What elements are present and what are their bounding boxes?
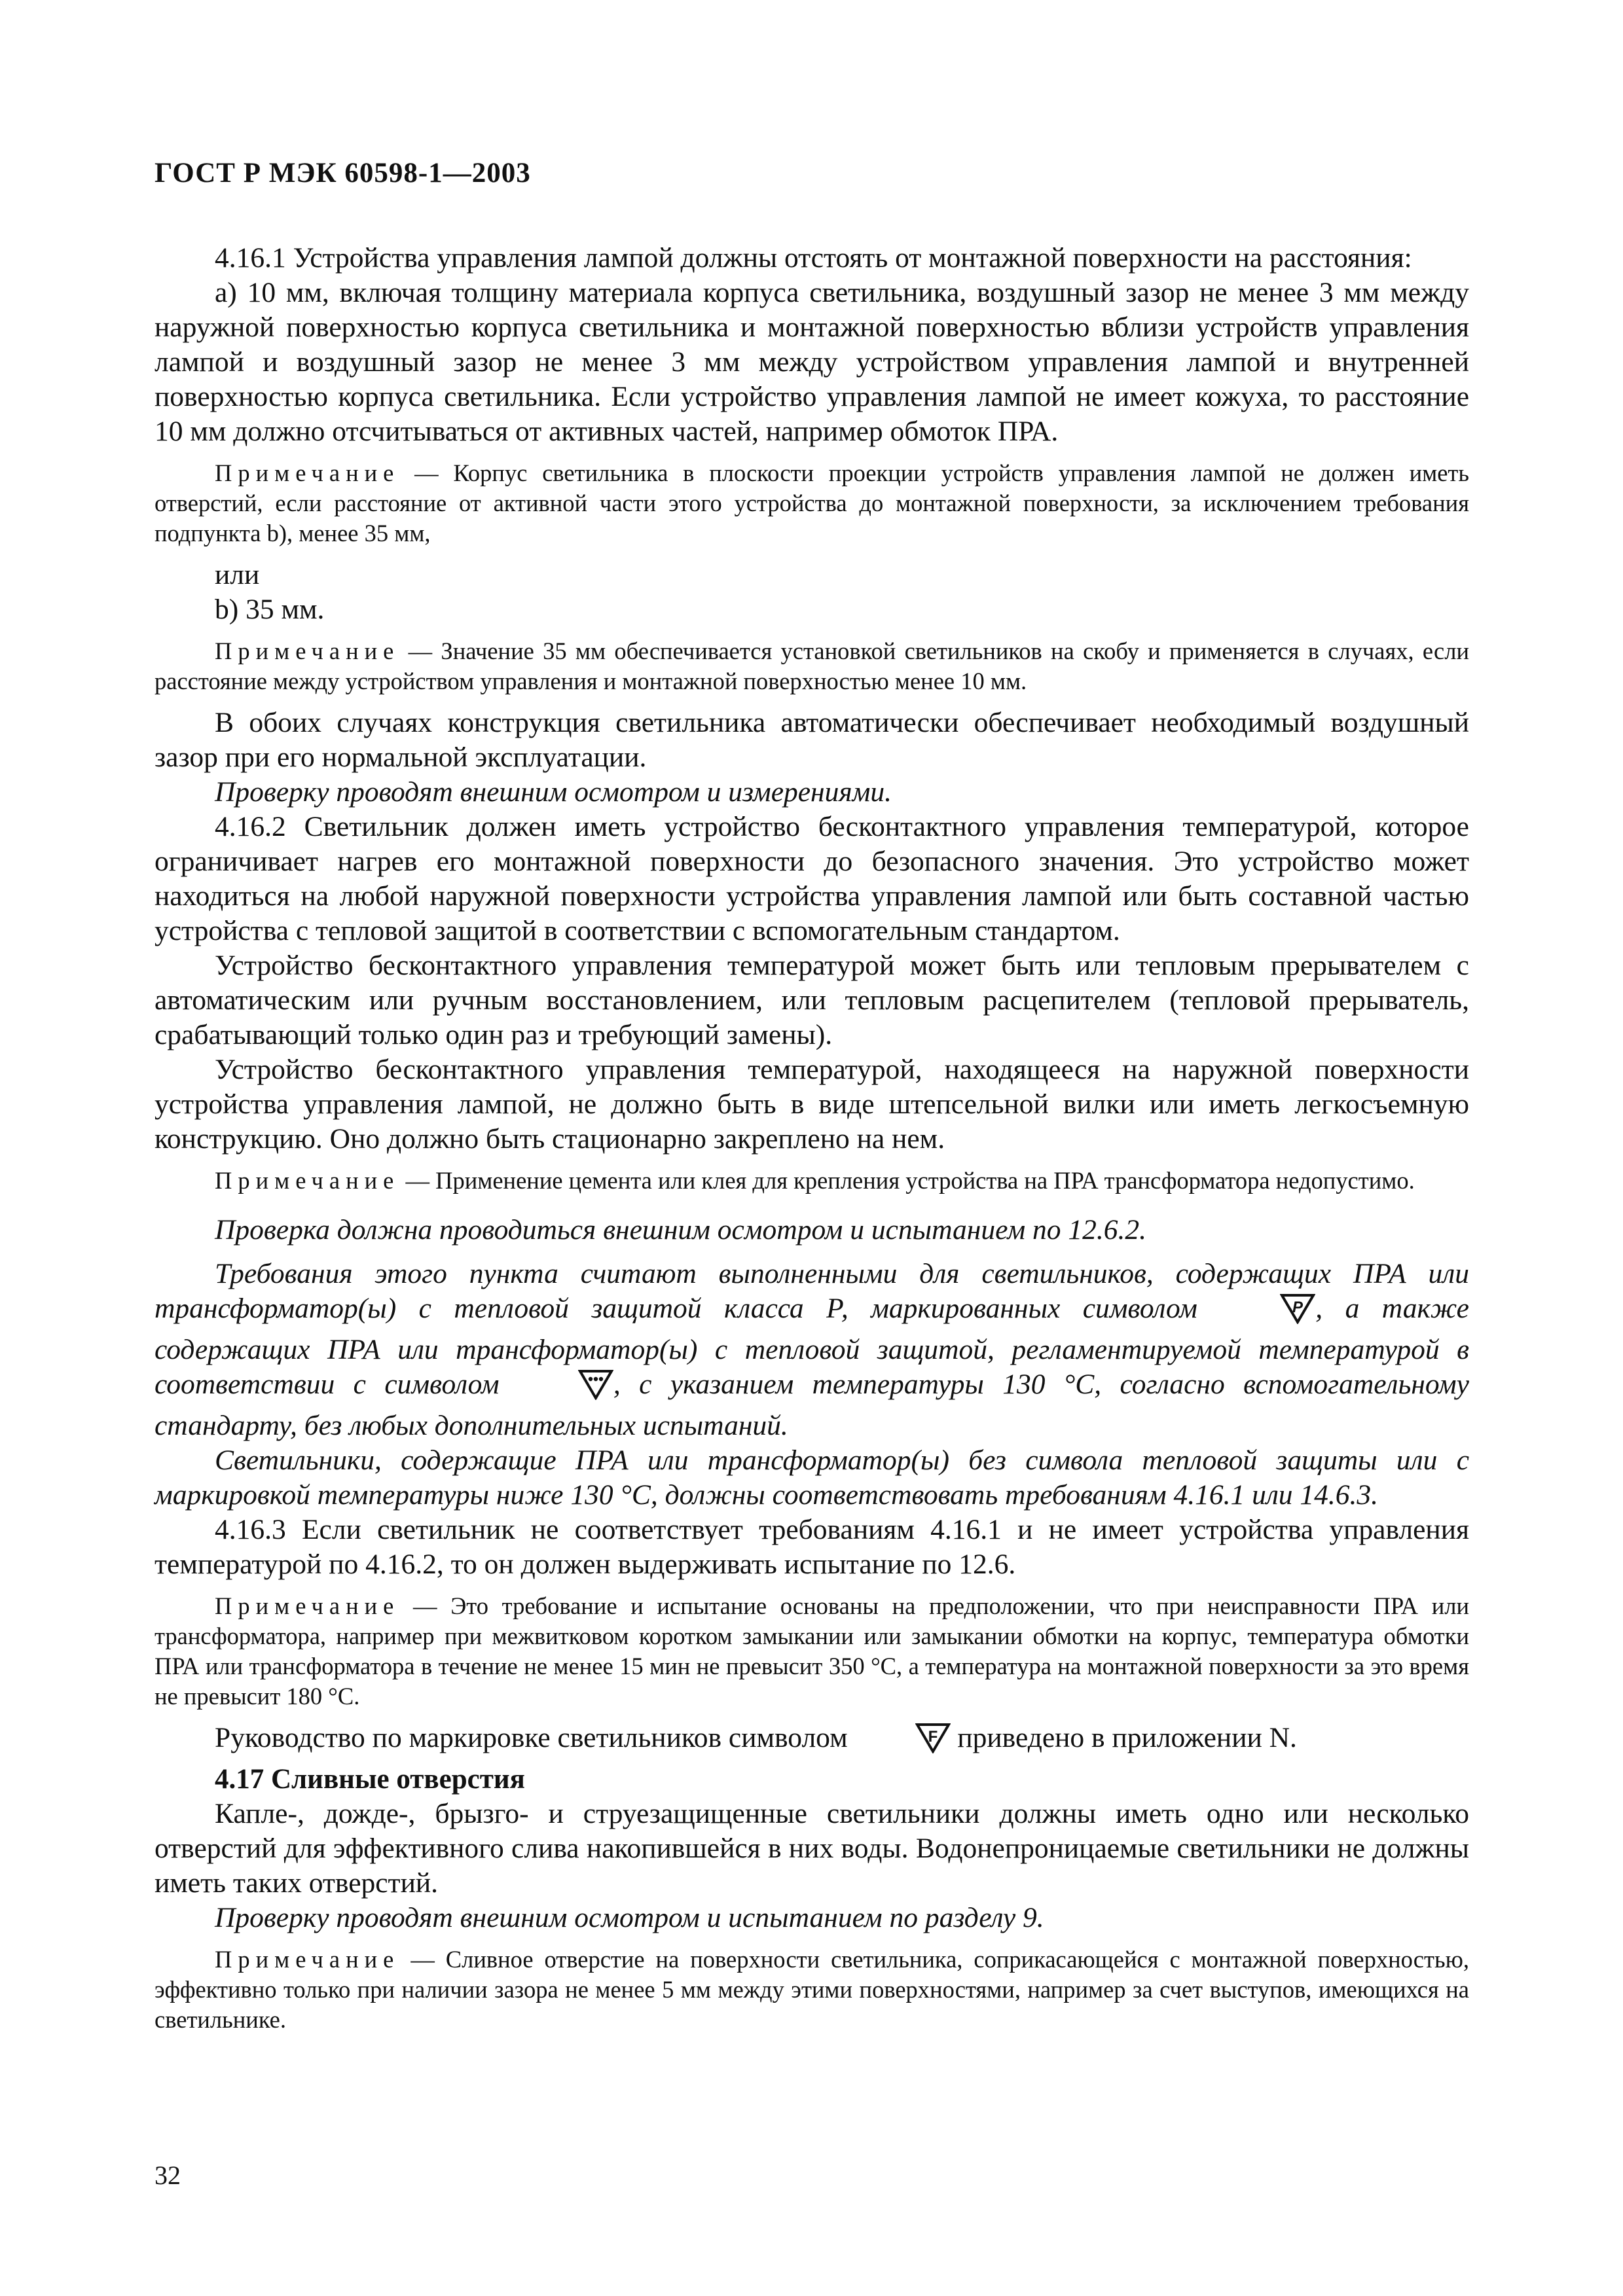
note-1-text: — Корпус светильника в плоскости проекции устройств управления лампой не должен иметь отверстий, если расстояние от активной части этого устройства до монтажной поверхности, за исключением требования подпункта b), менее 35 мм,: [155, 459, 1469, 547]
section-heading-4-17: 4.17 Сливные отверстия: [215, 1764, 525, 1795]
f-symbol-icon: [855, 1722, 951, 1762]
paragraph-item-a: а) 10 мм, включая толщину материала корпуса светильника, воздушный зазор не менее 3 мм между наружной поверхностью корпуса светильника и монтажной поверхностью вблизи устройств управления лампой и воздушный зазор не менее 3 мм между устройством управления лампой и внутренней поверхностью корпуса светильника. Если устройство управления лампой не имеет кожуха, то расстояние 10 мм должно отсчитываться от активных частей, например обмоток ПРА.: [155, 277, 1469, 447]
temperature-rated-symbol-icon: [518, 1369, 613, 1408]
paragraph-marking-guide: Руководство по маркировке светильников символом F приведено в приложении N.: [155, 1721, 1469, 1762]
check-statement-1: Проверку проводят внешним осмотром и измерениями.: [215, 776, 892, 808]
note-4-text: — Это требование и испытание основаны на предположении, что при неисправности ПРА или трансформатора, например при межвитковом коротком замыкании или замыкании обмотки на корпус, температура обмотки ПРА или трансформатора в течение не менее 15 мин не превысит 350 °С, а температура на монтажной поверхности за это время не превысит 180 °С.: [155, 1592, 1469, 1710]
paragraph-luminaires-without-symbol: Светильники, содержащие ПРА или трансформатор(ы) без символа тепловой защиты или с маркировкой температуры ниже 130 °С, должны соответствовать требованиям 4.16.1 или 14.6.3.: [155, 1444, 1469, 1511]
document-body: [155, 241, 1469, 2035]
note-label: Примечание: [215, 1167, 400, 1194]
note-5: [155, 1945, 1469, 2035]
document-header: ГОСТ Р МЭК 60598-1—2003: [155, 158, 531, 188]
paragraph-thermal-device: Устройство бесконтактного управления температурой может быть или тепловым прерывателем с автоматическим или ручным восстановлением, или тепловым расцепителем (тепловой прерыватель, срабатывающий только один раз и требующий замены).: [155, 950, 1469, 1050]
document-page: [155, 157, 1469, 2219]
note-4: [155, 1591, 1469, 1712]
note-label: Примечание: [215, 637, 400, 664]
svg-text:F: F: [928, 1728, 938, 1746]
paragraph-4-16-1: 4.16.1 Устройства управления лампой должны отстоять от монтажной поверхности на расстояния:: [215, 242, 1412, 274]
svg-text:P: P: [1292, 1299, 1304, 1316]
note-3: [155, 1166, 1469, 1196]
or-word: или: [215, 559, 260, 590]
paragraph-requirements-symbols: Требования этого пункта считают выполненными для светильников, содержащих ПРА или трансформатор(ы) с тепловой защитой класса Р, маркированных символом P , а также содержащих ПРА или трансформатор(ы) с тепловой защитой, регламентируемой температурой в соответствии с символом , с указанием температуры 130 °С, согласно вспомогательному стандарту, без любых дополнительных испытаний.: [155, 1258, 1469, 1441]
check-statement-3: Проверку проводят внешним осмотром и испытанием по разделу 9.: [215, 1902, 1044, 1933]
paragraph-device-mounting: Устройство бесконтактного управления температурой, находящееся на наружной поверхности устройства управления лампой, не должно быть в виде штепсельной вилки или иметь легкосъемную конструкцию. Оно должно быть стационарно закреплено на нем.: [155, 1054, 1469, 1155]
note-2: [155, 636, 1469, 696]
paragraph-item-b: b) 35 мм.: [215, 594, 325, 625]
note-5-text: — Сливное отверстие на поверхности светильника, соприкасающейся с монтажной поверхностью, эффективно только при наличии зазора не менее 5 мм между этими поверхностями, например за счет выступов, имеющихся на светильнике.: [155, 1946, 1469, 2033]
note-1: [155, 458, 1469, 548]
note-2-text: — Значение 35 мм обеспечивается установкой светильников на скобу и применяется в случаях, если расстояние между устройством управления и монтажной поверхностью менее 10 мм.: [155, 637, 1469, 694]
note-label: Примечание: [215, 1592, 400, 1619]
thermal-protection-p-symbol-icon: [1220, 1293, 1315, 1333]
paragraph-4-16-3: 4.16.3 Если светильник не соответствует требованиям 4.16.1 и не имеет устройства управления температурой по 4.16.2, то он должен выдерживать испытание по 12.6.: [155, 1514, 1469, 1580]
check-statement-2: Проверка должна проводиться внешним осмотром и испытанием по 12.6.2.: [215, 1214, 1146, 1246]
note-label: Примечание: [215, 1946, 400, 1973]
paragraph-drain-holes: Капле-, дожде-, брызго- и струезащищенные светильники должны иметь одно или несколько отверстий для эффективного слива накопившейся в них воды. Водонепроницаемые светильники не должны иметь таких отверстий.: [155, 1798, 1469, 1899]
page-number: 32: [155, 2161, 181, 2190]
paragraph-both-cases: В обоих случаях конструкция светильника автоматически обеспечивает необходимый воздушный зазор при его нормальной эксплуатации.: [155, 707, 1469, 773]
paragraph-4-16-2: 4.16.2 Светильник должен иметь устройство бесконтактного управления температурой, которое ограничивает нагрев его монтажной поверхности до безопасного значения. Это устройство может находиться на любой наружной поверхности устройства управления лампой или быть составной частью устройства с тепловой защитой в соответствии с вспомогательным стандартом.: [155, 811, 1469, 946]
note-3-text: — Применение цемента или клея для крепления устройства на ПРА трансформатора недопустимо.: [399, 1167, 1415, 1194]
note-label: Примечание: [215, 459, 400, 486]
